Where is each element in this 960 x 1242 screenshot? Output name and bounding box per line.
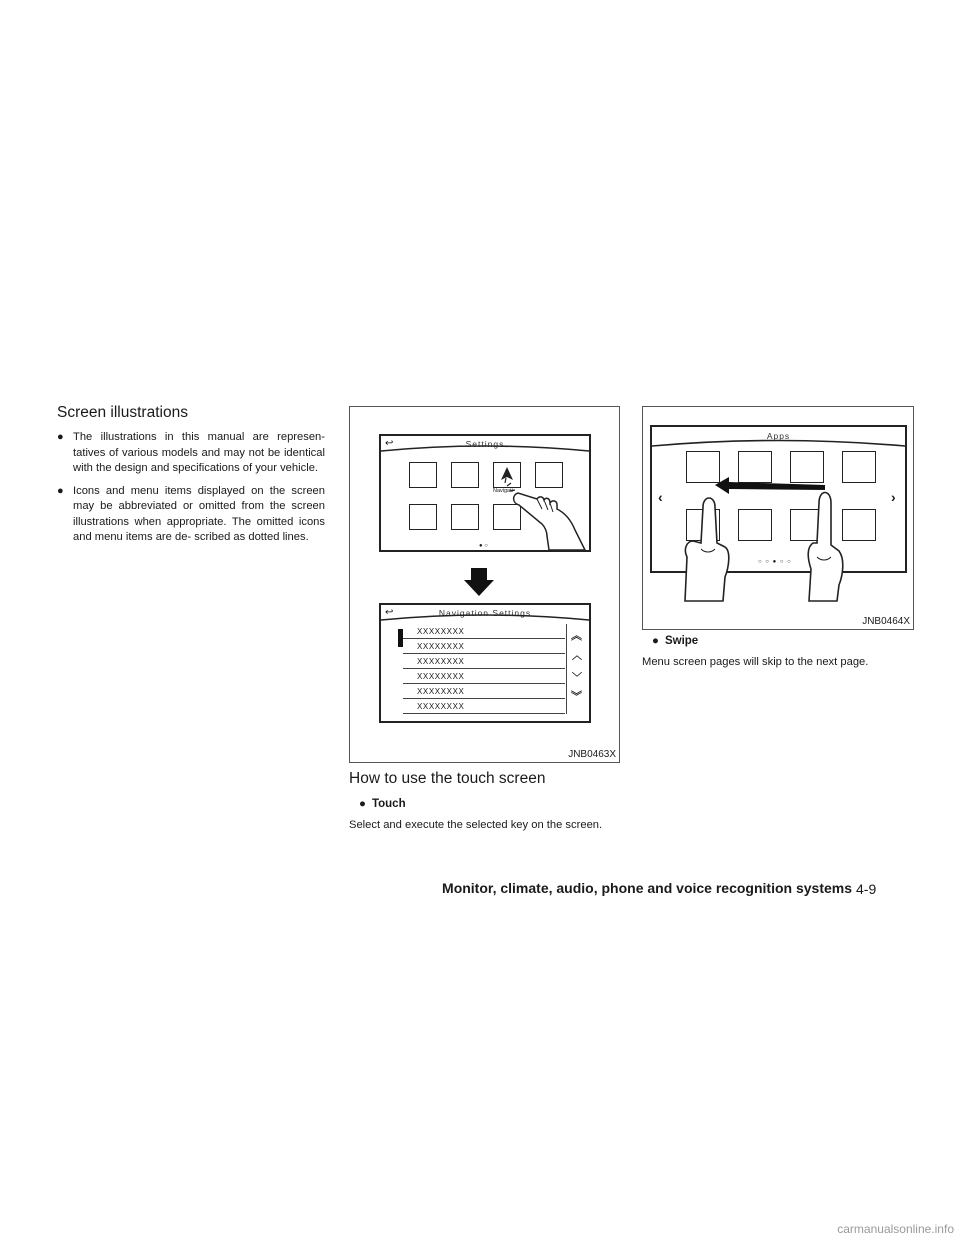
- section-touch-screen: [349, 770, 620, 834]
- bullet-icon: ●: [57, 431, 64, 443]
- figure-code: JNB0464X: [862, 616, 910, 627]
- bullet-icon: ●: [57, 484, 64, 497]
- back-icon: ↩: [385, 607, 394, 618]
- list-item: ● Icons and menu items displayed on the screen may be abbreviated or omitted from the screen illustrations when appropriate. The omitted icons and menu items are de- scribed as dotted lines.: [57, 484, 325, 543]
- navigation-settings-screen: [379, 603, 591, 723]
- figure-code: JNB0463X: [568, 749, 616, 760]
- screen-title: Navigation Settings: [438, 608, 532, 618]
- double-chevron-up-icon: ︽: [571, 630, 582, 642]
- bullet-icon: ●: [652, 635, 659, 647]
- bullet-list: [57, 430, 325, 546]
- double-chevron-down-icon: ︾: [571, 691, 582, 703]
- watermark: carmanualsonline.info: [837, 1222, 954, 1236]
- touch-hand-icon: [379, 434, 591, 552]
- screen-header: [381, 605, 589, 625]
- settings-screen: [379, 434, 591, 552]
- swipe-hands-icon: [643, 407, 915, 631]
- list-item: XXXXXXXX: [403, 684, 565, 699]
- swipe-heading: ● Swipe: [652, 635, 699, 647]
- scrollbar-divider: [566, 624, 567, 714]
- list-item: XXXXXXXX: [403, 669, 565, 684]
- chevron-down-icon: ﹀: [572, 673, 582, 684]
- section-heading: Screen illustrations: [57, 404, 188, 421]
- chevron-right-icon: ›: [891, 489, 896, 505]
- page-indicator: ○ ○ ● ○ ○: [758, 559, 792, 565]
- down-arrow-icon: [464, 568, 494, 596]
- tile-label: Navigati: [493, 488, 513, 494]
- section-heading: How to use the touch screen: [349, 770, 546, 787]
- figure-touch-illustration: [349, 406, 620, 763]
- list-item: XXXXXXXX: [403, 624, 565, 639]
- list-item: XXXXXXXX: [403, 639, 565, 654]
- chevron-left-icon: ‹: [658, 489, 663, 505]
- figure-swipe-illustration: [642, 406, 914, 630]
- list-item: ● The illustrations in this manual are represen- tatives of various models and may not be identical with the design and specifications of your vehicle.: [57, 431, 325, 474]
- page-number: 4-9: [856, 881, 877, 897]
- list-item: XXXXXXXX: [403, 654, 565, 669]
- bullet-icon: ●: [359, 798, 366, 810]
- list-item: XXXXXXXX: [403, 699, 565, 714]
- footer-title: Monitor, climate, audio, phone and voice recognition systems: [442, 880, 852, 896]
- page-indicator: ● ○: [479, 543, 488, 549]
- back-icon: ↩: [385, 438, 394, 449]
- section-swipe: [642, 635, 914, 671]
- swipe-description: Menu screen pages will skip to the next page.: [642, 656, 869, 668]
- touch-heading: ● Touch: [359, 798, 406, 810]
- section-screen-illustrations: [57, 404, 325, 553]
- screen-title: Settings: [465, 439, 505, 449]
- chevron-up-icon: ︿: [572, 651, 582, 662]
- screen-title: Apps: [766, 431, 791, 441]
- touch-description: Select and execute the selected key on the screen.: [349, 819, 603, 831]
